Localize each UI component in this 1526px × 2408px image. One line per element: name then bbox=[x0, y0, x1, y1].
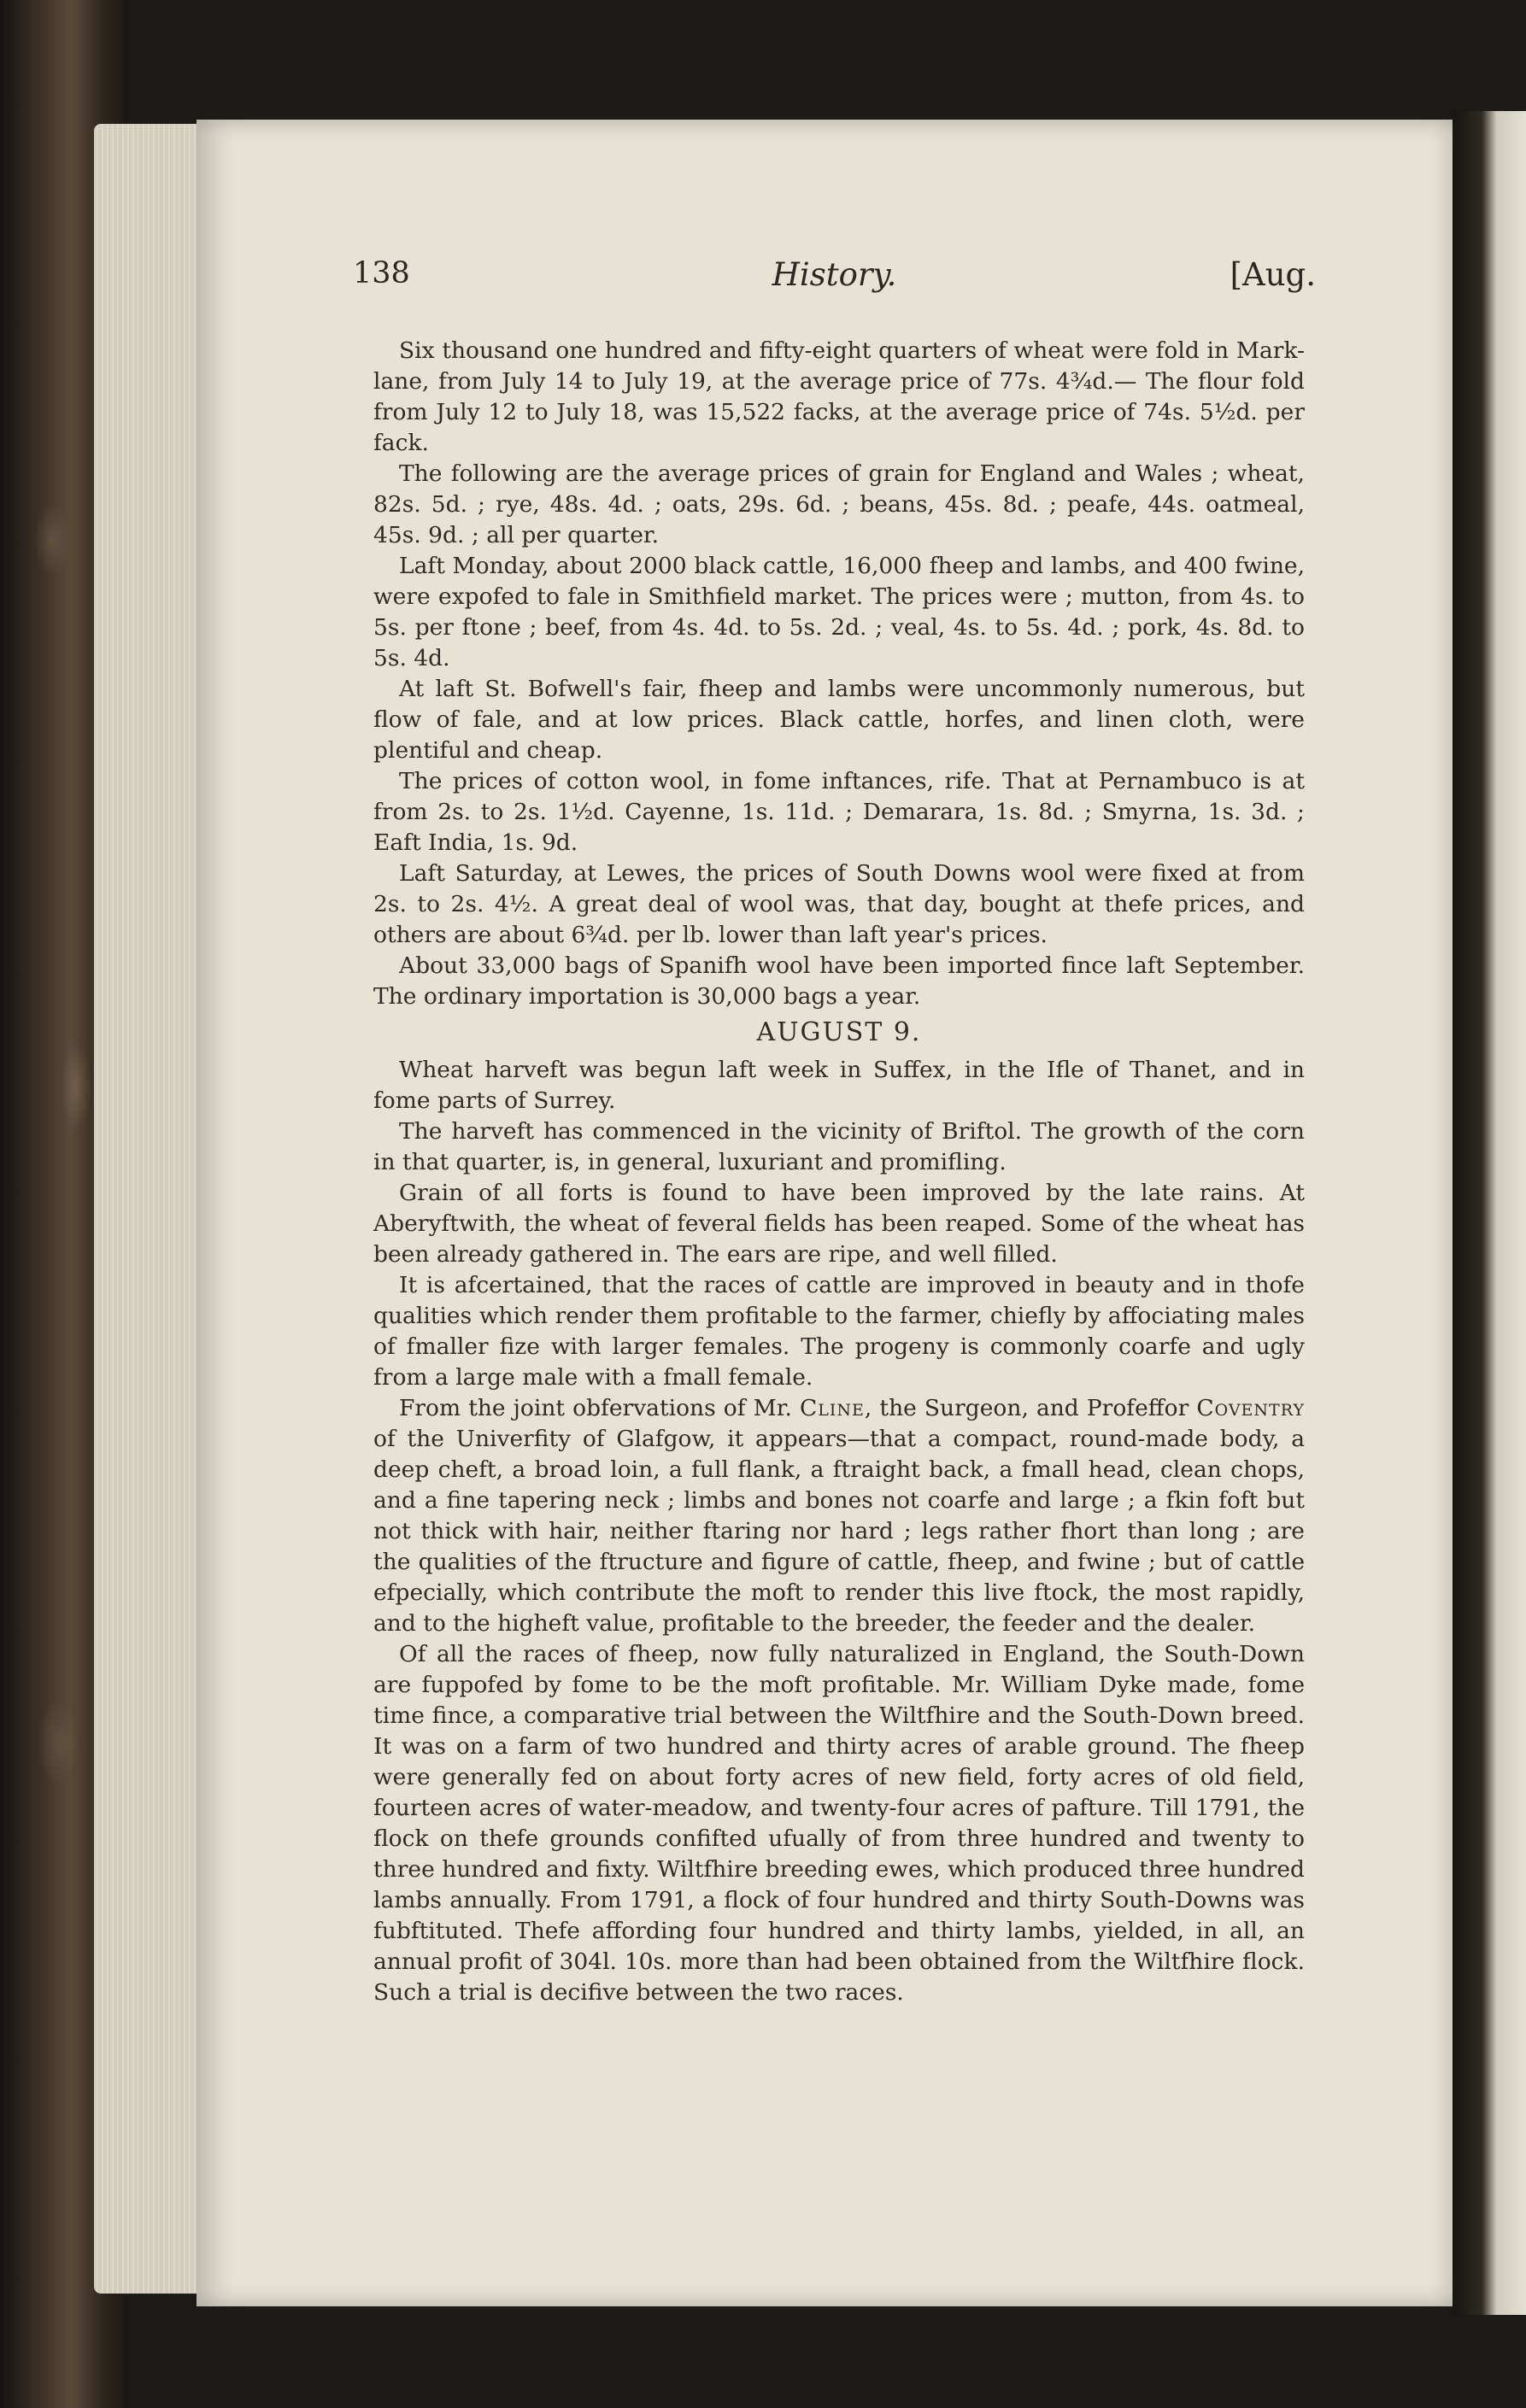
paragraph: About 33,000 bags of Spanifh wool have been imported fince laft September. The ordinary importation is 30,000 bags a year. bbox=[373, 952, 1305, 1010]
facing-page-edge bbox=[1453, 111, 1526, 2315]
paragraph: Grain of all forts is found to have been improved by the late rains. At Aberyftwith, the wheat of feveral fields has been reaped. Some of the wheat has been already gathered in. The ears are ripe, and well filled. bbox=[373, 1180, 1305, 1268]
paragraph: Of all the races of fheep, now fully naturalized in England, the South-Down are fuppofed by fome to be the moft profitable. Mr. William Dyke made, fome time fince, a comparative trial between the Wiltfhire and the South-Down breed. It was on a farm of two hundred and thirty acres of arable ground. The fheep were generally fed on about forty acres of new field, forty acres of old field, fourteen acres of water-meadow, and twenty-four acres of pafture. Till 1791, the flock on thefe grounds confifted ufually of from three hundred and twenty to three hundred and fixty. Wiltfhire breeding ewes, which produced three hundred lambs annually. From 1791, a flock of four hundred and thirty South-Downs was fubftituted. Thefe affording four hundred and thirty lambs, yielded, in all, an annual profit of 304l. 10s. more than had been obtained from the Wiltfhire flock. Such a trial is decifive between the two races. bbox=[373, 1641, 1305, 2006]
paragraph: Laft Saturday, at Lewes, the prices of South Downs wool were fixed at from 2s. to 2s. 4½. A great deal of wool was, that day, bought at thefe prices, and others are about 6¾d. per lb. lower than laft year's prices. bbox=[373, 860, 1305, 948]
running-title: History. bbox=[772, 256, 897, 293]
page-edges bbox=[94, 124, 205, 2294]
paragraph: The harveft has commenced in the vicinity of Briftol. The growth of the corn in that quarter, is, in general, luxuriant and promifling. bbox=[373, 1118, 1305, 1175]
paragraph: Six thousand one hundred and fifty-eight quarters of wheat were fold in Mark-lane, from July 14 to July 19, at the average price of 77s. 4¾d.— The flour fold from July 12 to July 18, was 15,522 facks, at the average price of 74s. 5½d. per fack. bbox=[373, 337, 1305, 456]
paragraph bbox=[373, 1393, 1305, 1639]
paragraph: Laft Monday, about 2000 black cattle, 16,000 fheep and lambs, and 400 fwine, were expofed to fale in Smithfield market. The prices were ; mutton, from 4s. to 5s. per ftone ; beef, from 4s. 4d. to 5s. 2d. ; veal, 4s. to 5s. 4d. ; pork, 4s. 8d. to 5s. 4d. bbox=[373, 553, 1305, 671]
paragraph: It is afcertained, that the races of cattle are improved in beauty and in thofe qualities which render them profitable to the farmer, chiefly by affociating males of fmaller fize with larger females. The progeny is commonly coarfe and ugly from a large male with a fmall female. bbox=[373, 1272, 1305, 1391]
paragraph-text: of the Univerfity of Glafgow, it appears—that a compact, round-made body, a deep cheft, a broad loin, a full flank, a ftraight back, a fmall head, clean chops, and a fine tapering neck ; limbs and bones not coarfe and large ; a fkin foft but not thick with hair, neither ftaring nor hard ; legs rather fhort than long ; are the qualities of the ftructure and figure of cattle, fheep, and fwine ; but of cattle efpecially, which contribute the moft to render this live ftock, the most rapidly, and to the higheft value, profitable to the breeder, the feeder and the dealer. bbox=[373, 1426, 1305, 1637]
section-mark: [Aug. bbox=[1230, 256, 1316, 293]
page-number: 138 bbox=[353, 256, 410, 290]
date-heading: AUGUST 9. bbox=[756, 1017, 922, 1047]
paragraph-text: From the joint obfervations of Mr. bbox=[399, 1395, 792, 1421]
name-coventry: Coventry bbox=[1196, 1395, 1305, 1421]
paragraph: Wheat harveft was begun laft week in Suffex, in the Ifle of Thanet, and in fome parts of Surrey. bbox=[373, 1057, 1305, 1114]
paragraph: At laft St. Bofwell's fair, fheep and lambs were uncommonly numerous, but flow of fale, and at low prices. Black cattle, horfes, and linen cloth, were plentiful and cheap. bbox=[373, 676, 1305, 764]
page-text bbox=[373, 336, 1305, 2008]
paragraph: The prices of cotton wool, in fome inftances, rife. That at Pernambuco is at from 2s. to 2s. 1½d. Cayenne, 1s. 11d. ; Demarara, 1s. 8d. ; Smyrna, 1s. 3d. ; Eaft India, 1s. 9d. bbox=[373, 768, 1305, 856]
paragraph-text: , the Surgeon, and Profeffor bbox=[864, 1395, 1189, 1421]
paragraph: The following are the average prices of grain for England and Wales ; wheat, 82s. 5d. ; rye, 48s. 4d. ; oats, 29s. 6d. ; beans, 45s. 8d. ; peafe, 44s. oatmeal, 45s. 9d. ; all per quarter. bbox=[373, 460, 1305, 548]
page-header bbox=[353, 256, 1316, 308]
name-cline: Cline bbox=[800, 1395, 865, 1421]
